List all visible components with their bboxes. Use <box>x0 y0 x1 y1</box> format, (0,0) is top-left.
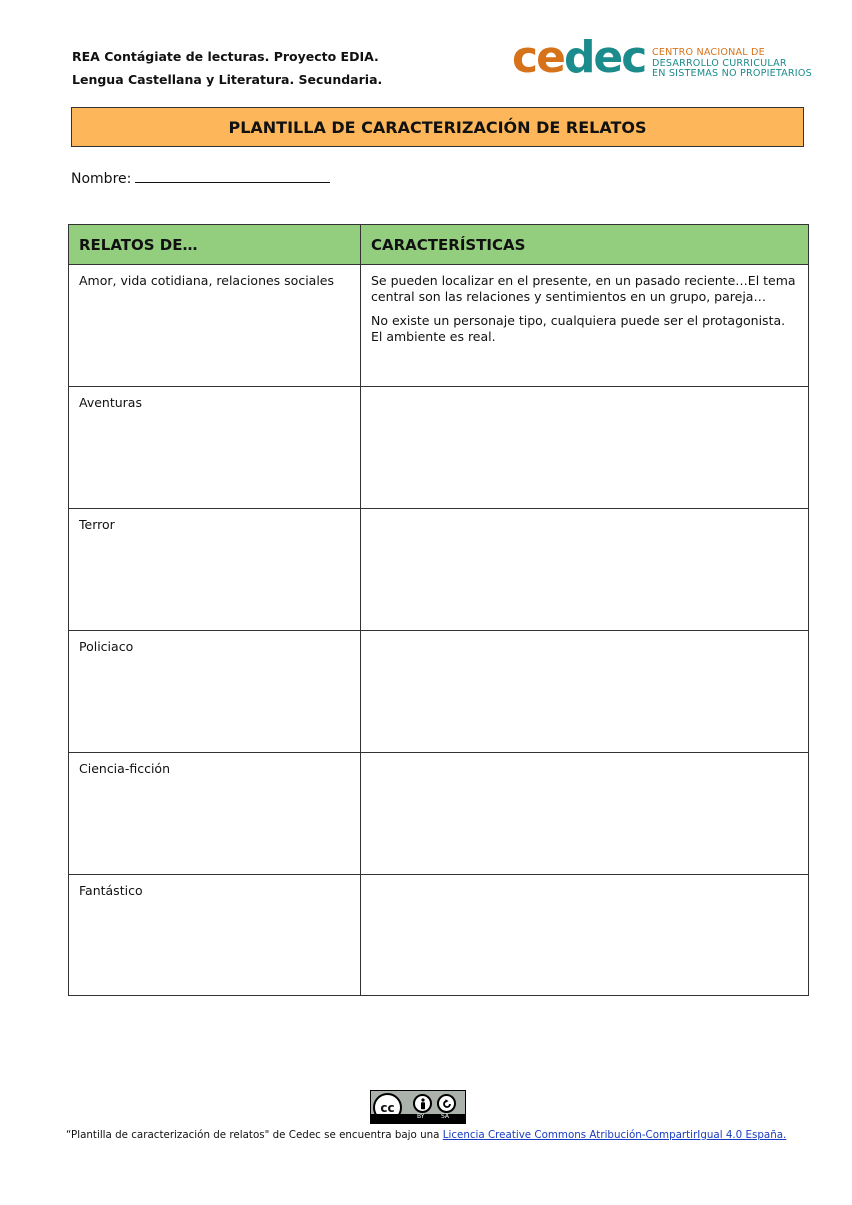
header-project-line: REA Contágiate de lecturas. Proyecto EDIA. <box>72 49 379 64</box>
col-header-genre: RELATOS DE… <box>69 225 361 265</box>
characterization-table <box>68 224 809 996</box>
col-header-characteristics: CARACTERÍSTICAS <box>361 225 809 265</box>
genre-cell: Amor, vida cotidiana, relaciones sociales <box>69 265 361 387</box>
table-row <box>69 509 809 631</box>
cc-icon: cc <box>373 1093 402 1122</box>
table-row <box>69 753 809 875</box>
characteristics-cell[interactable] <box>361 265 809 387</box>
license-link[interactable]: Licencia Creative Commons Atribución-CompartirIgual 4.0 España. <box>442 1129 787 1141</box>
genre-cell: Aventuras <box>69 387 361 509</box>
characteristics-paragraph: Se pueden localizar en el presente, en un pasado reciente…El tema central son las relaciones y sentimientos en un grupo, pareja… <box>371 273 796 304</box>
logo-subtitle-line1: CENTRO NACIONAL DE <box>652 47 765 58</box>
header-subject-line: Lengua Castellana y Literatura. Secundaria. <box>72 72 383 87</box>
license-footer <box>66 1129 786 1141</box>
name-label: Nombre: <box>71 171 132 187</box>
table-row <box>69 875 809 996</box>
license-text: “Plantilla de caracterización de relatos" de Cedec se encuentra bajo una <box>66 1129 443 1141</box>
share-alike-glyph-icon <box>441 1098 453 1110</box>
logo-wordmark <box>512 34 645 82</box>
characteristics-paragraph: No existe un personaje tipo, cualquiera puede ser el protagonista. El ambiente es real. <box>371 313 786 344</box>
characteristics-cell[interactable] <box>361 631 809 753</box>
logo-word-orange: ce <box>512 32 564 83</box>
characteristics-cell[interactable] <box>361 509 809 631</box>
genre-cell: Ciencia-ficción <box>69 753 361 875</box>
characteristics-cell[interactable] <box>361 387 809 509</box>
genre-cell: Policiaco <box>69 631 361 753</box>
badge-sa-label: SA <box>441 1113 450 1120</box>
table-row <box>69 631 809 753</box>
name-field[interactable] <box>71 168 330 187</box>
logo-subtitle-line3: EN SISTEMAS NO PROPIETARIOS <box>652 68 812 79</box>
person-icon <box>413 1094 432 1113</box>
logo-subtitle <box>652 48 812 80</box>
name-blank-line[interactable] <box>135 168 330 183</box>
table-header-row <box>69 225 809 265</box>
characteristics-cell[interactable] <box>361 875 809 996</box>
table-row <box>69 387 809 509</box>
share-alike-icon <box>437 1094 456 1113</box>
page-title: PLANTILLA DE CARACTERIZACIÓN DE RELATOS <box>71 107 804 147</box>
genre-cell: Fantástico <box>69 875 361 996</box>
logo-word-teal: dec <box>563 32 646 83</box>
badge-label-strip <box>371 1114 465 1123</box>
table-row <box>69 265 809 387</box>
logo-subtitle-line2: DESARROLLO CURRICULAR <box>652 57 787 69</box>
cc-by-sa-badge-icon <box>370 1090 466 1124</box>
person-glyph-icon <box>418 1098 428 1110</box>
badge-by-label: BY <box>417 1113 425 1120</box>
characteristics-cell[interactable] <box>361 753 809 875</box>
genre-cell: Terror <box>69 509 361 631</box>
